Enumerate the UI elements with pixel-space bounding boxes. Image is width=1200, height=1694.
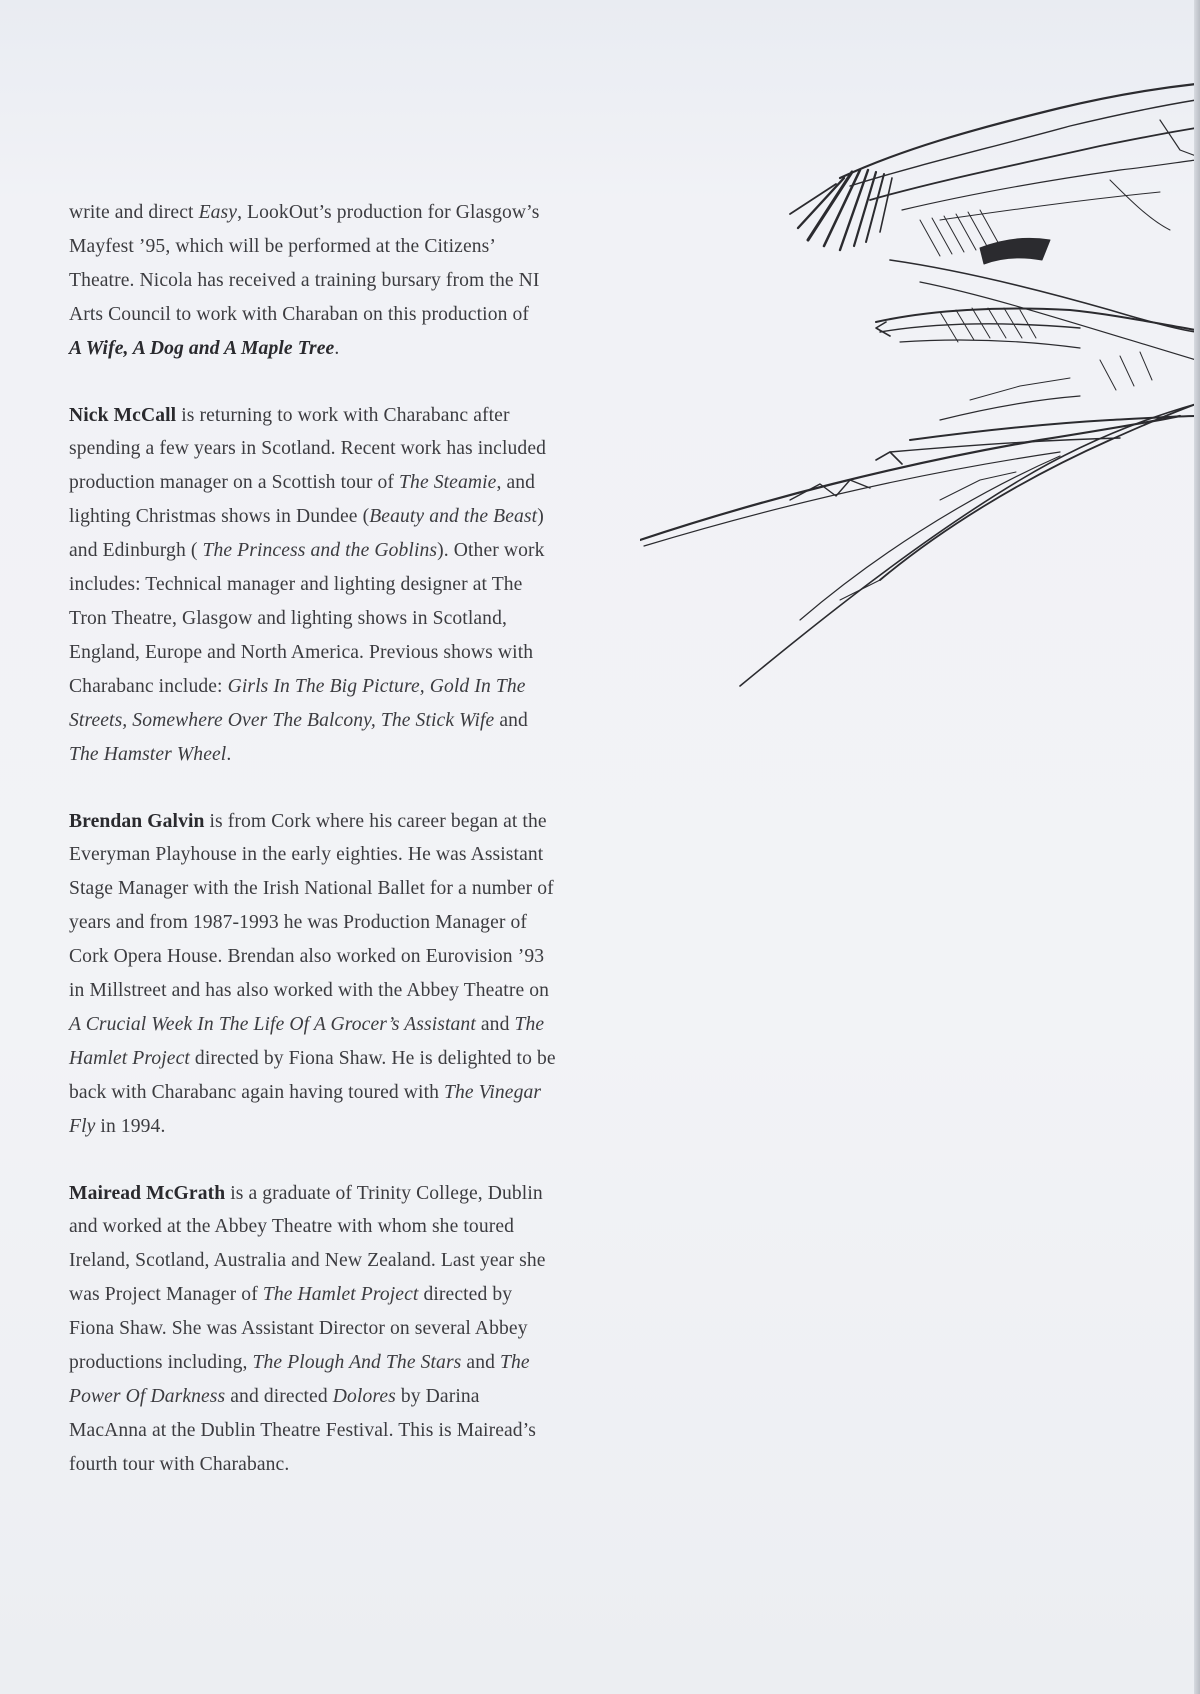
biography-paragraph: [69, 196, 719, 366]
text-run: was Project Manager of: [69, 1284, 263, 1306]
text-line: [69, 872, 719, 906]
production-title: The Princess and the Goblins: [202, 540, 438, 562]
production-title: Hamlet Project: [69, 1047, 190, 1069]
text-run: Fiona Shaw. She was Assistant Director on several Abbey: [69, 1318, 528, 1340]
text-run: and worked at the Abbey Theatre with whom she toured: [69, 1216, 515, 1238]
text-line: [69, 1380, 719, 1414]
text-run: .: [334, 337, 340, 359]
text-run: Mayfest ’95, which will be performed at the Citizens’: [69, 235, 496, 257]
text-line: [69, 1244, 719, 1278]
person-name: Nick McCall: [69, 404, 177, 426]
production-title: Dolores: [332, 1386, 396, 1407]
text-run: back with Charabanc again having toured with: [69, 1081, 445, 1103]
text-line: [69, 1076, 719, 1110]
text-line: [69, 940, 719, 974]
text-run: spending a few years in Scotland. Recent work has included: [69, 438, 547, 460]
text-line: [69, 670, 719, 704]
text-line: [69, 568, 719, 602]
text-run: is a graduate of Trinity College, Dublin: [225, 1182, 543, 1204]
text-line: [69, 1414, 719, 1448]
production-title: Streets, Somewhere Over The Balcony, The Stick Wife: [69, 709, 495, 731]
text-line: [69, 974, 719, 1008]
text-run: is from Cork where his career began at the: [204, 810, 547, 832]
biography-paragraph: [69, 805, 719, 1144]
text-run: productions including,: [69, 1352, 253, 1374]
text-run: , LookOut’s production for Glasgow’s: [237, 202, 540, 223]
production-title: A Wife, A Dog and A Maple Tree: [69, 337, 335, 359]
text-line: [69, 1210, 719, 1244]
text-line: [69, 1110, 719, 1144]
text-line: [69, 602, 719, 636]
text-line: [69, 1312, 719, 1346]
production-title: Fly: [69, 1115, 96, 1137]
text-line: [69, 466, 719, 500]
text-run: and: [475, 1013, 515, 1035]
text-run: , and: [496, 472, 536, 494]
text-run: .: [226, 743, 232, 765]
text-run: includes: Technical manager and lighting designer at The: [69, 574, 523, 596]
text-run: Stage Manager with the Irish National Ballet for a number of: [69, 878, 554, 900]
text-line: [69, 432, 719, 466]
text-run: and directed: [225, 1386, 333, 1407]
text-line: [69, 332, 719, 366]
text-run: ). Other work: [437, 540, 545, 562]
person-name: Mairead McGrath: [69, 1182, 226, 1204]
text-line: [69, 906, 719, 940]
page-edge-shadow: [1194, 0, 1200, 1694]
text-line: [69, 1278, 719, 1312]
text-run: Theatre. Nicola has received a training bursary from the NI: [69, 269, 540, 291]
production-title: The Vinegar: [444, 1081, 542, 1103]
production-title: The Steamie: [399, 472, 497, 494]
text-run: England, Europe and North America. Previous shows with: [69, 641, 534, 663]
text-line: [69, 399, 719, 433]
text-run: Cork Opera House. Brendan also worked on Eurovision ’93: [69, 946, 545, 968]
text-run: Tron Theatre, Glasgow and lighting shows in Scotland,: [69, 607, 507, 629]
text-run: MacAnna at the Dublin Theatre Festival. This is Mairead’s: [69, 1419, 536, 1441]
text-line: [69, 230, 719, 264]
text-line: [69, 196, 719, 230]
text-run: ): [537, 506, 544, 528]
text-run: directed by: [418, 1284, 513, 1306]
text-run: Arts Council to work with Charaban on this production of: [69, 303, 530, 325]
production-title: Girls In The Big Picture, Gold In The: [227, 675, 526, 697]
text-run: write and direct: [69, 202, 199, 223]
person-name: Brendan Galvin: [69, 810, 205, 832]
text-run: and Edinburgh (: [69, 540, 203, 562]
text-run: in 1994.: [95, 1115, 166, 1137]
text-line: [69, 805, 719, 839]
bird-sketch-icon: [640, 60, 1200, 780]
production-title: Power Of Darkness: [69, 1386, 226, 1407]
biography-paragraph: [69, 1177, 719, 1482]
production-title: Beauty and the Beast: [369, 506, 538, 528]
text-run: in Millstreet and has also worked with the Abbey Theatre on: [69, 980, 550, 1002]
text-line: [69, 298, 719, 332]
production-title: The Plough And The Stars: [252, 1352, 462, 1374]
text-line: [69, 1042, 719, 1076]
text-line: [69, 1346, 719, 1380]
production-title: Easy: [198, 202, 238, 223]
text-line: [69, 738, 719, 772]
text-run: production manager on a Scottish tour of: [69, 472, 400, 494]
biography-text-column: [69, 196, 719, 1515]
text-line: [69, 500, 719, 534]
biography-paragraph: [69, 399, 719, 772]
text-line: [69, 1448, 719, 1482]
production-title: A Crucial Week In The Life Of A Grocer’s Assistant: [69, 1013, 476, 1035]
text-run: fourth tour with Charabanc.: [69, 1453, 290, 1475]
production-title: The Hamster Wheel: [69, 743, 227, 765]
text-run: Ireland, Scotland, Australia and New Zealand. Last year she: [69, 1250, 546, 1272]
text-run: Charabanc include:: [69, 675, 228, 697]
text-line: [69, 704, 719, 738]
text-run: years and from 1987-1993 he was Production Manager of: [69, 912, 528, 934]
production-title: The Hamlet Project: [262, 1284, 419, 1306]
text-run: by Darina: [395, 1386, 480, 1407]
text-line: [69, 1008, 719, 1042]
text-run: lighting Christmas shows in Dundee (: [69, 506, 370, 528]
text-line: [69, 636, 719, 670]
text-line: [69, 534, 719, 568]
text-run: directed by Fiona Shaw. He is delighted to be: [189, 1047, 556, 1069]
text-run: is returning to work with Charabanc after: [176, 404, 510, 426]
text-run: Everyman Playhouse in the early eighties. He was Assistant: [69, 844, 544, 866]
text-line: [69, 264, 719, 298]
text-line: [69, 1177, 719, 1211]
text-run: and: [461, 1352, 500, 1374]
production-title: The: [514, 1013, 545, 1035]
text-run: and: [494, 709, 528, 731]
text-line: [69, 838, 719, 872]
production-title: The: [500, 1352, 530, 1374]
